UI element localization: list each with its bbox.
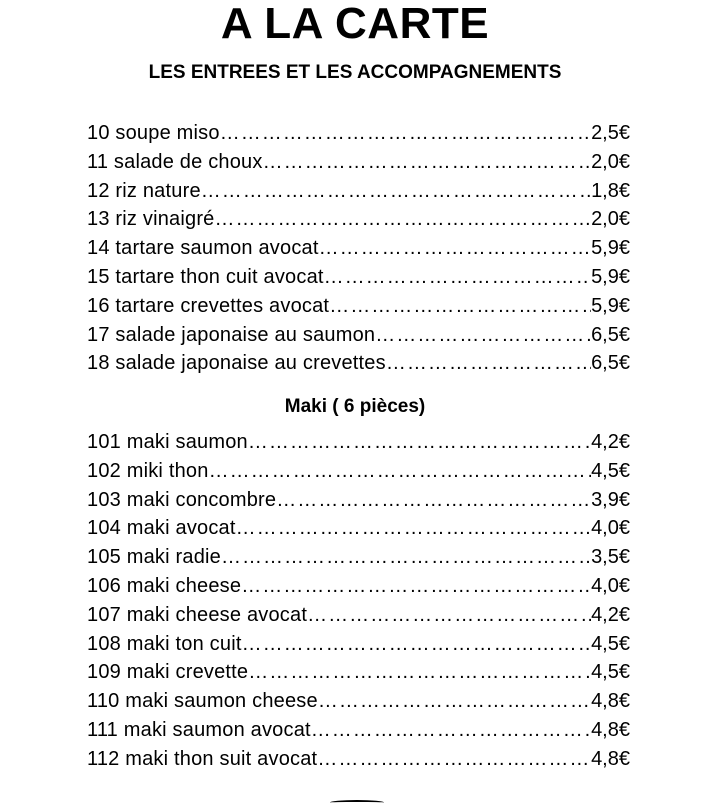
- dot-leader: [318, 687, 591, 716]
- item-name: 14 tartare saumon avocat: [87, 237, 319, 260]
- item-price: 1,8€: [591, 179, 630, 202]
- menu-item: [87, 687, 630, 716]
- dot-leader: [209, 457, 592, 486]
- item-price: 3,9€: [591, 488, 630, 511]
- dot-leader: [263, 148, 591, 177]
- dot-leader: [220, 119, 591, 148]
- item-price: 2,0€: [591, 208, 630, 231]
- menu-item: [87, 428, 630, 457]
- page-bottom-mark: [330, 800, 384, 805]
- dot-leader: [215, 205, 592, 234]
- item-name: 12 riz nature: [87, 179, 201, 202]
- item-price: 6,5€: [591, 323, 630, 346]
- item-name: 15 tartare thon cuit avocat: [87, 265, 324, 288]
- item-price: 2,5€: [591, 122, 630, 144]
- item-name: 17 salade japonaise au saumon: [87, 323, 376, 346]
- dot-leader: [242, 630, 591, 659]
- item-price: 4,2€: [591, 603, 630, 626]
- dot-leader: [386, 349, 591, 378]
- dot-leader: [241, 572, 591, 601]
- menu-item: [87, 177, 630, 206]
- item-price: 5,9€: [591, 237, 630, 260]
- maki-list: [87, 428, 630, 774]
- item-name: 107 maki cheese avocat: [87, 603, 308, 626]
- menu-item: [87, 148, 630, 177]
- dot-leader: [248, 428, 591, 457]
- entrees-list: [87, 119, 630, 378]
- item-price: 4,8€: [591, 718, 630, 741]
- menu-item: [87, 205, 630, 234]
- item-name: 104 maki avocat: [87, 517, 236, 540]
- menu-item: [87, 292, 630, 321]
- item-name: 105 maki radie: [87, 546, 221, 569]
- section-title-entrees: LES ENTREES ET LES ACCOMPAGNEMENTS: [148, 62, 562, 83]
- item-price: 4,5€: [591, 661, 630, 684]
- item-name: 102 miki thon: [87, 459, 209, 482]
- item-name: 13 riz vinaigré: [87, 208, 215, 231]
- menu-item: [87, 234, 630, 263]
- menu-item: [87, 572, 630, 601]
- item-name: 108 maki ton cuit: [87, 632, 242, 655]
- item-price: 5,9€: [591, 294, 630, 317]
- item-name: 110 maki saumon cheese: [87, 690, 318, 713]
- item-name: 10 soupe miso: [87, 122, 220, 144]
- menu-item: [87, 745, 630, 774]
- item-name: 112 maki thon suit avocat: [87, 747, 318, 770]
- item-price: 4,0€: [591, 517, 630, 540]
- dot-leader: [221, 543, 591, 572]
- item-name: 103 maki concombre: [87, 488, 277, 511]
- item-price: 4,0€: [591, 574, 630, 597]
- dot-leader: [236, 514, 591, 543]
- dot-leader: [319, 234, 591, 263]
- menu-item: [87, 601, 630, 630]
- item-price: 6,5€: [591, 352, 630, 375]
- dot-leader: [375, 321, 591, 350]
- menu-item: [87, 263, 630, 292]
- item-name: 16 tartare crevettes avocat: [87, 294, 330, 317]
- menu-item: [87, 486, 630, 515]
- item-name: 106 maki cheese: [87, 574, 242, 597]
- item-price: 4,5€: [591, 632, 630, 655]
- menu-item: [87, 349, 630, 378]
- page-title: A LA CARTE: [220, 0, 490, 48]
- item-price: 4,8€: [591, 690, 630, 713]
- item-name: 11 salade de choux: [87, 150, 263, 173]
- menu-item: [87, 543, 630, 572]
- item-price: 4,8€: [591, 747, 630, 770]
- menu-item: [87, 658, 630, 687]
- section-title-maki: Maki ( 6 pièces): [284, 396, 426, 417]
- menu-item: [87, 457, 630, 486]
- menu-item: [87, 321, 630, 350]
- menu-item: [87, 630, 630, 659]
- item-price: 3,5€: [591, 546, 630, 569]
- menu-item: [87, 514, 630, 543]
- dot-leader: [201, 177, 591, 206]
- dot-leader: [311, 716, 591, 745]
- item-price: 2,0€: [591, 150, 630, 173]
- item-name: 18 salade japonaise au crevettes: [87, 352, 386, 375]
- dot-leader: [276, 486, 591, 515]
- item-name: 111 maki saumon avocat: [87, 718, 311, 741]
- dot-leader: [248, 658, 591, 687]
- item-name: 101 maki saumon: [87, 431, 248, 453]
- item-name: 109 maki crevette: [87, 661, 249, 684]
- dot-leader: [317, 745, 591, 774]
- item-price: 4,5€: [591, 459, 630, 482]
- dot-leader: [307, 601, 591, 630]
- dot-leader: [329, 292, 591, 321]
- menu-item: [87, 716, 630, 745]
- item-price: 4,2€: [591, 431, 630, 453]
- item-price: 5,9€: [591, 265, 630, 288]
- menu-item: [87, 119, 630, 148]
- dot-leader: [324, 263, 591, 292]
